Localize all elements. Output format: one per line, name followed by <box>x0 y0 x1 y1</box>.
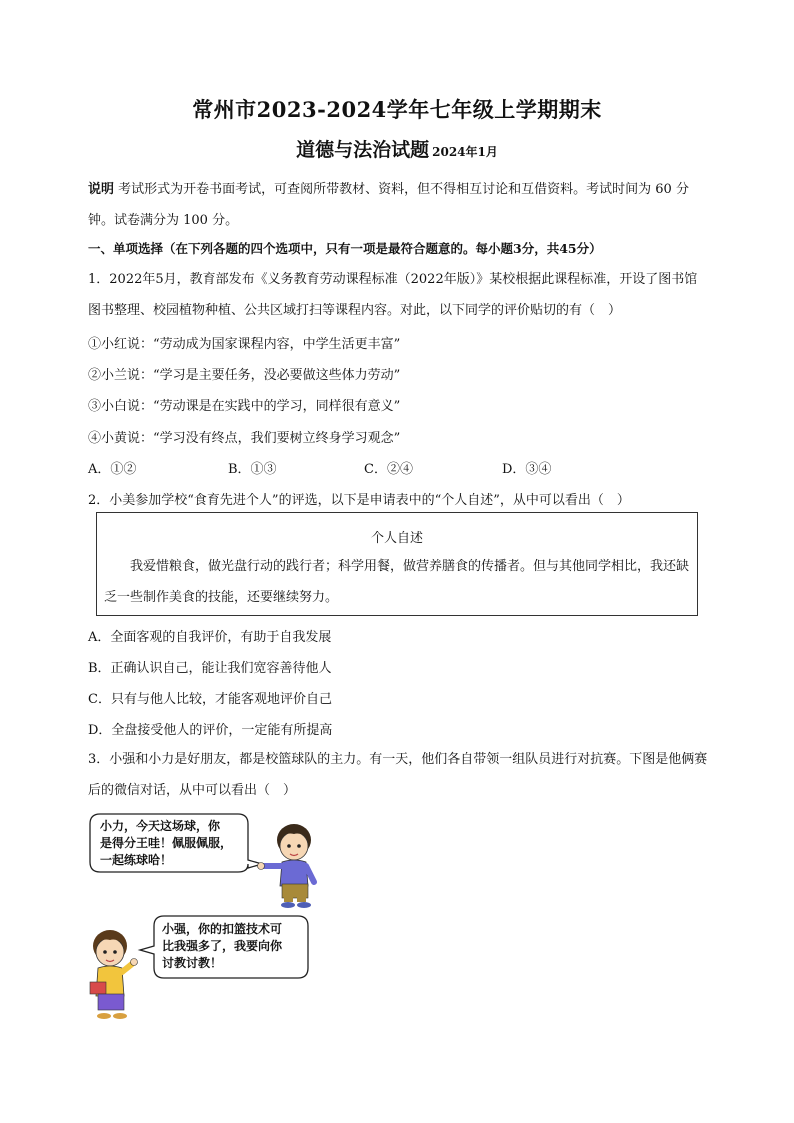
question-2-option-c[interactable]: C．只有与他人比较，才能客观地评价自己 <box>88 692 332 707</box>
wechat-dialogue-illustration <box>86 806 346 1028</box>
bubble-2-line-2: 比我强多了，我要向你 <box>162 939 283 953</box>
question-2-option-a[interactable]: A．全面客观的自我评价，有助于自我发展 <box>88 630 332 645</box>
personal-statement-text: 我爱惜粮食，做光盘行动的践行者；科学用餐，做营养膳食的传播者。但与其他同学相比，我还缺乏一些制作美食的技能，还要继续努力。 <box>104 559 690 605</box>
bubble-1-line-2: 是得分王哇！佩服佩服， <box>100 836 233 850</box>
question-1-stem: 1．2022年5月，教育部发布《义务教育劳动课程标准（2022年版）》某校根据此课程标准，开设了图书馆图书整理、校园植物种植、公共区域打扫等课程内容。对此，以下同学的评价贴切的有（ ） <box>88 272 698 318</box>
question-2-option-d[interactable]: D．全盘接受他人的评价，一定能有所提高 <box>88 723 333 738</box>
question-3-stem: 3．小强和小力是好朋友，都是校篮球队的主力。有一天，他们各自带领一组队员进行对抗赛。下图是他俩赛后的微信对话，从中可以看出（ ） <box>88 752 708 798</box>
question-1-options <box>88 458 708 482</box>
exam-date: 2024年1月 <box>432 145 498 159</box>
instructions-text: 考试形式为开卷书面考试，可查阅所带教材、资料，但不得相互讨论和互借资料。考试时间为 60 分钟。试卷满分为 100 分。 <box>88 182 689 228</box>
personal-statement-title: 个人自述 <box>370 531 423 546</box>
question-1-statement-1: ①小红说：“劳动成为国家课程内容，中学生活更丰富” <box>88 337 401 352</box>
bubble-1-text <box>100 818 232 869</box>
bubble-1-line-3: 一起练球哈！ <box>100 853 173 867</box>
personal-statement-box <box>96 512 698 616</box>
subject-title: 道德与法治试题 <box>296 139 430 161</box>
question-1-statement-2: ②小兰说：“学习是主要任务，没必要做这些体力劳动” <box>88 368 401 383</box>
instructions-label: 说明 <box>88 182 115 197</box>
question-1-option-d[interactable]: D．③④ <box>502 462 552 477</box>
question-2-option-b[interactable]: B．正确认识自己，能让我们宽容善待他人 <box>88 661 332 676</box>
question-1-statement-3: ③小白说：“劳动课是在实践中的学习，同样很有意义” <box>88 399 401 414</box>
question-1-statement-4: ④小黄说：“学习没有终点，我们要树立终身学习观念” <box>88 431 401 446</box>
section-heading: 一、单项选择（在下列各题的四个选项中，只有一项是最符合题意的。每小题3分，共45分） <box>88 241 602 256</box>
exam-title: 常州市2023-2024学年七年级上学期期末 <box>192 97 602 122</box>
bubble-1-line-1: 小力，今天这场球，你 <box>100 819 221 833</box>
question-1-option-b[interactable]: B．①③ <box>228 462 277 477</box>
bubble-2-line-3: 讨教讨教！ <box>162 956 223 970</box>
bubble-2-text <box>162 921 282 972</box>
bubble-2-line-1: 小强，你的扣篮技术可 <box>162 922 283 936</box>
question-1-option-c[interactable]: C．②④ <box>364 462 413 477</box>
question-1-option-a[interactable]: A．①② <box>88 462 137 477</box>
instructions <box>88 174 708 236</box>
boy-xiaoqiang-figure <box>258 824 315 908</box>
question-2-stem: 2．小美参加学校“食育先进个人”的评选，以下是申请表中的“个人自述”，从中可以看出（ ） <box>88 493 630 508</box>
boy-xiaoli-figure <box>90 930 138 1019</box>
exam-subtitle <box>0 135 794 162</box>
